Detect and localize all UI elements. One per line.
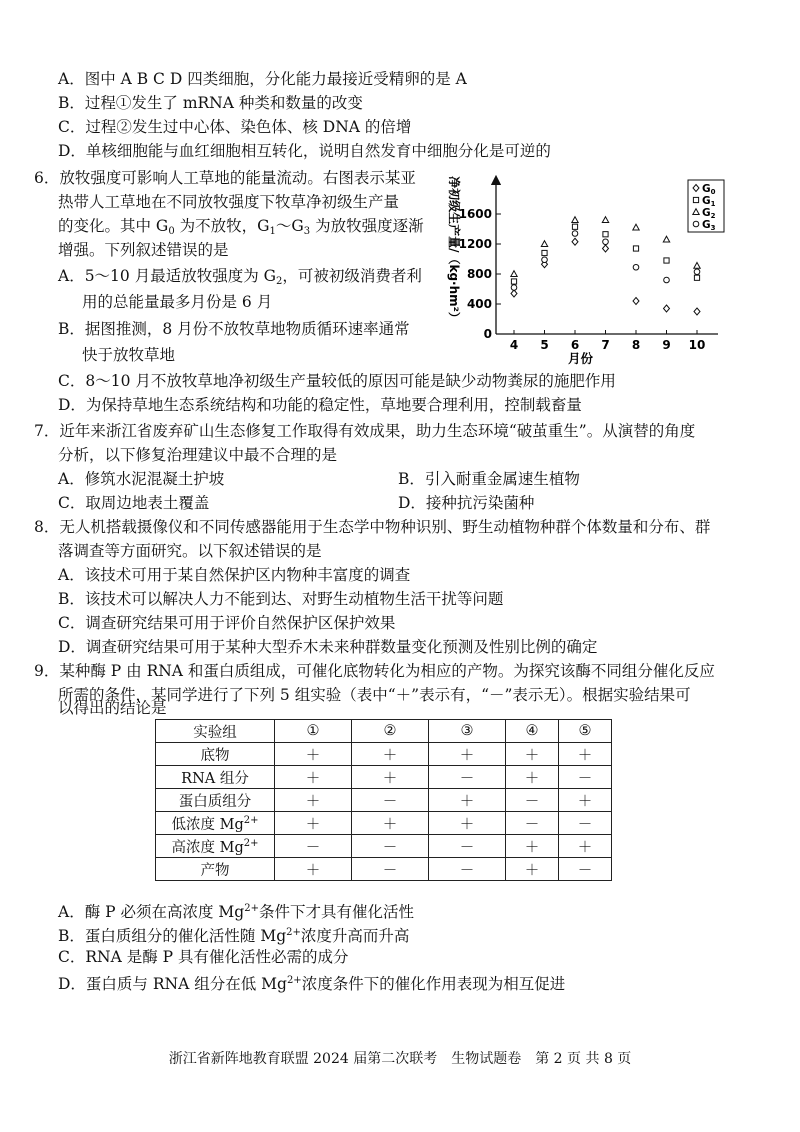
table-row bbox=[156, 835, 612, 858]
table-cell: ＋ bbox=[429, 743, 506, 766]
table-cell: － bbox=[429, 766, 506, 789]
row-label: 产物 bbox=[156, 858, 275, 881]
table-cell: ＋ bbox=[275, 812, 352, 835]
table-header-cell: ② bbox=[352, 720, 429, 743]
table-cell: － bbox=[559, 766, 612, 789]
table-cell: ＋ bbox=[559, 789, 612, 812]
q9-option-c: C．RNA 是酶 P 具有催化活性必需的成分 bbox=[58, 948, 349, 966]
legend-label: G3 bbox=[702, 219, 716, 232]
table-cell: － bbox=[506, 812, 559, 835]
npp-scatter-chart bbox=[440, 172, 730, 368]
y-tick-label: 800 bbox=[466, 267, 492, 281]
table-header-cell: ① bbox=[275, 720, 352, 743]
table-cell: － bbox=[352, 858, 429, 881]
table-cell: － bbox=[559, 812, 612, 835]
table-row bbox=[156, 789, 612, 812]
table-cell: ＋ bbox=[506, 858, 559, 881]
q9-option-a: A．酶 P 必须在高浓度 $Mg^{2+}$条件下才具有催化活性 bbox=[58, 903, 414, 921]
q6-option-c: C．8～10 月不放牧草地净初级生产量较低的原因可能是缺少动物粪尿的施肥作用 bbox=[58, 372, 616, 390]
q6-option-b-line2: 快于放牧草地 bbox=[82, 346, 176, 364]
q6-stem-line4: 增强。下列叙述错误的是 bbox=[58, 241, 229, 259]
table-cell: － bbox=[506, 789, 559, 812]
table-cell: ＋ bbox=[506, 835, 559, 858]
table-cell: ＋ bbox=[352, 766, 429, 789]
x-tick-label: 5 bbox=[540, 338, 549, 352]
table-cell: － bbox=[429, 858, 506, 881]
table-cell: ＋ bbox=[559, 743, 612, 766]
data-point-g3 bbox=[511, 285, 517, 291]
q8-option-d: D．调查研究结果可用于某种大型乔木未来种群数量变化预测及性别比例的确定 bbox=[58, 638, 598, 656]
y-tick-label: 0 bbox=[483, 327, 492, 341]
data-point-g0 bbox=[633, 298, 639, 305]
chart-legend bbox=[688, 180, 724, 232]
table-header-row bbox=[156, 720, 612, 743]
q6-option-b-line1: B．据图推测，8 月份不放牧草地物质循环速率通常 bbox=[58, 320, 410, 338]
q6-option-a-line1: A．5～10 月最适放牧强度为 $G_2$，可被初级消费者利 bbox=[58, 267, 422, 287]
data-point-g3 bbox=[603, 239, 609, 245]
row-label: 底物 bbox=[156, 743, 275, 766]
data-point-g0 bbox=[664, 305, 670, 312]
y-tick-label: 1200 bbox=[458, 237, 492, 251]
table-cell: ＋ bbox=[275, 766, 352, 789]
data-point-g2 bbox=[694, 262, 700, 268]
data-point-g2 bbox=[541, 241, 547, 247]
table-cell: ＋ bbox=[506, 743, 559, 766]
experiment-table bbox=[155, 719, 612, 881]
data-point-g0 bbox=[511, 290, 517, 297]
table-cell: ＋ bbox=[429, 789, 506, 812]
q7-option-d: D．接种抗污染菌种 bbox=[398, 494, 535, 512]
data-point-g3 bbox=[633, 264, 639, 270]
table-cell: ＋ bbox=[559, 835, 612, 858]
data-point-g3 bbox=[664, 277, 670, 283]
table-row bbox=[156, 743, 612, 766]
q6-stem-line2: 热带人工草地在不同放牧强度下牧草净初级生产量 bbox=[58, 193, 400, 211]
data-point-g2 bbox=[663, 236, 669, 242]
table-header-cell: ⑤ bbox=[559, 720, 612, 743]
page-footer: 浙江省新阵地教育联盟 2024 届第二次联考 生物试题卷 第 2 页 共 8 页 bbox=[168, 1051, 632, 1067]
data-point-g2 bbox=[633, 224, 639, 230]
table-row bbox=[156, 858, 612, 881]
data-point-g2 bbox=[511, 271, 517, 277]
row-label: 高浓度 $Mg^{2+}$ bbox=[156, 835, 275, 858]
data-point-g1 bbox=[572, 224, 577, 229]
data-point-g1 bbox=[542, 250, 547, 255]
data-point-g1 bbox=[694, 275, 699, 280]
x-tick-label: 7 bbox=[601, 338, 610, 352]
q9-stem-line1: 9．某种酶 P 由 RNA 和蛋白质组成，可催化底物转化为相应的产物。为探究该酶不同组分催化反应 bbox=[34, 662, 715, 680]
q8-option-b: B．该技术可以解决人力不能到达、对野生动植物生活干扰等问题 bbox=[58, 590, 504, 608]
q6-stem-line1: 6．放牧强度可影响人工草地的能量流动。右图表示某亚 bbox=[34, 169, 416, 187]
table-cell: ＋ bbox=[275, 789, 352, 812]
row-label: 蛋白质组分 bbox=[156, 789, 275, 812]
table-row bbox=[156, 766, 612, 789]
legend-marker-g2 bbox=[693, 209, 699, 215]
table-cell: ＋ bbox=[352, 743, 429, 766]
table-header-cell: 实验组 bbox=[156, 720, 275, 743]
q8-stem-line1: 8．无人机搭载摄像仪和不同传感器能用于生态学中物种识别、野生动植物种群个体数量和分布、群 bbox=[34, 518, 711, 536]
data-point-g2 bbox=[602, 217, 608, 223]
table-cell: － bbox=[429, 835, 506, 858]
data-point-g2 bbox=[572, 217, 578, 223]
q6-option-d: D．为保持草地生态系统结构和功能的稳定性，草地要合理利用，控制载畜量 bbox=[58, 396, 582, 414]
table-cell: ＋ bbox=[352, 812, 429, 835]
q8-option-c: C．调查研究结果可用于评价自然保护区保护效果 bbox=[58, 614, 396, 632]
q7-stem-line1: 7．近年来浙江省废弃矿山生态修复工作取得有效成果，助力生态环境“破茧重生”。从演替的角度 bbox=[34, 422, 696, 440]
table-row bbox=[156, 812, 612, 835]
x-tick-label: 4 bbox=[509, 338, 519, 352]
q5-option-a: A．图中 A B C D 四类细胞，分化能力最接近受精卵的是 A bbox=[58, 70, 467, 88]
table-header-cell: ④ bbox=[506, 720, 559, 743]
row-label: 低浓度 $Mg^{2+}$ bbox=[156, 812, 275, 835]
table-cell: ＋ bbox=[429, 812, 506, 835]
chart-axes bbox=[496, 180, 718, 334]
data-point-g1 bbox=[664, 258, 669, 263]
data-point-g3 bbox=[694, 269, 700, 275]
x-tick-label: 10 bbox=[688, 338, 706, 352]
table-cell: ＋ bbox=[506, 766, 559, 789]
legend-label: G0 bbox=[702, 183, 716, 196]
row-label: RNA 组分 bbox=[156, 766, 275, 789]
table-cell: ＋ bbox=[275, 858, 352, 881]
q7-option-c: C．取周边地表土覆盖 bbox=[58, 494, 210, 512]
x-axis-label: 月份 bbox=[568, 351, 594, 366]
legend-marker-g1 bbox=[693, 197, 698, 202]
q8-option-a: A．该技术可用于某自然保护区内物种丰富度的调查 bbox=[58, 566, 411, 584]
q9-stem-line2: 所需的条件，某同学进行了下列 5 组实验（表中“＋”表示有，“－”表示无）。根据实验结果可 bbox=[58, 686, 691, 704]
data-point-g3 bbox=[572, 231, 578, 237]
table-cell: ＋ bbox=[275, 743, 352, 766]
q7-option-a: A．修筑水泥混凝土护坡 bbox=[58, 470, 225, 488]
table-cell: － bbox=[275, 835, 352, 858]
q5-option-d: D．单核细胞能与血红细胞相互转化，说明自然发育中细胞分化是可逆的 bbox=[58, 142, 551, 160]
table-cell: － bbox=[352, 789, 429, 812]
x-tick-label: 9 bbox=[662, 338, 671, 352]
data-point-g0 bbox=[572, 238, 578, 245]
data-point-g0 bbox=[694, 308, 700, 315]
data-point-g1 bbox=[633, 246, 638, 251]
data-point-g1 bbox=[511, 279, 516, 284]
data-point-g3 bbox=[542, 257, 548, 263]
data-point-g1 bbox=[603, 232, 608, 237]
q7-option-b: B．引入耐重金属速生植物 bbox=[398, 470, 580, 488]
legend-marker-g0 bbox=[693, 185, 699, 192]
x-tick-label: 6 bbox=[570, 338, 580, 352]
table-cell: － bbox=[352, 835, 429, 858]
data-point-g0 bbox=[603, 245, 609, 252]
q5-option-b: B．过程①发生了 mRNA 种类和数量的改变 bbox=[58, 94, 363, 112]
q8-stem-line2: 落调查等方面研究。以下叙述错误的是 bbox=[58, 542, 322, 560]
q6-stem-line3: 的变化。其中 $G_0$ 为不放牧，$G_1\sim G_3$ 为放牧强度逐渐 bbox=[58, 217, 424, 237]
legend-label: G1 bbox=[702, 195, 716, 208]
y-tick-label: 400 bbox=[466, 297, 492, 311]
x-tick-label: 8 bbox=[631, 338, 641, 352]
q9-option-d: D．蛋白质与 RNA 组分在低 $Mg^{2+}$浓度条件下的催化作用表现为相互促进 bbox=[58, 975, 566, 993]
q9-option-b: B．蛋白质组分的催化活性随 $Mg^{2+}$浓度升高而升高 bbox=[58, 927, 410, 945]
q5-option-c: C．过程②发生过中心体、染色体、核 DNA 的倍增 bbox=[58, 118, 412, 136]
q6-option-a-line2: 用的总能量最多月份是 6 月 bbox=[82, 293, 273, 311]
y-axis-label: 净初级生产量/（kg·hm²） bbox=[447, 176, 461, 324]
y-tick-label: 1600 bbox=[458, 207, 492, 221]
legend-label: G2 bbox=[702, 207, 716, 220]
table-cell: － bbox=[559, 858, 612, 881]
table-header-cell: ③ bbox=[429, 720, 506, 743]
q7-stem-line2: 分析，以下修复治理建议中最不合理的是 bbox=[58, 446, 338, 464]
q9-stem-line3: 以得出的结论是 bbox=[58, 699, 167, 717]
legend-marker-g3 bbox=[693, 221, 699, 227]
